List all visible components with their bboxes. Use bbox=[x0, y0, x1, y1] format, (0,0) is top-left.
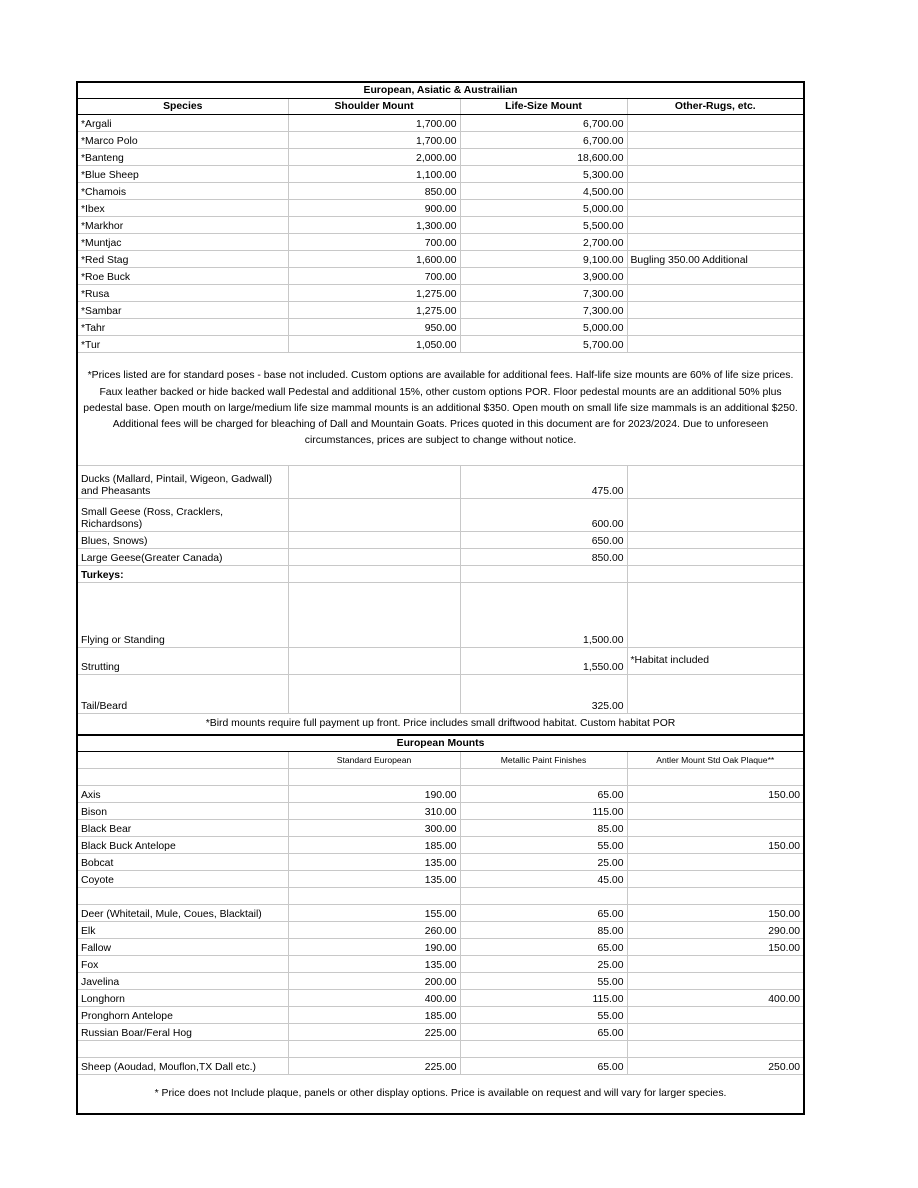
table-row bbox=[77, 285, 804, 302]
species-name: *Sambar bbox=[77, 302, 288, 319]
antler-mount-price bbox=[627, 803, 804, 820]
table-row bbox=[77, 200, 804, 217]
european-species-name: Axis bbox=[77, 786, 288, 803]
species-name: *Markhor bbox=[77, 217, 288, 234]
table-row bbox=[77, 837, 804, 854]
antler-mount-price bbox=[627, 973, 804, 990]
species-name: *Red Stag bbox=[77, 251, 288, 268]
table-row bbox=[77, 854, 804, 871]
table-row bbox=[77, 549, 804, 566]
price-table bbox=[76, 81, 805, 1115]
metallic-paint-price bbox=[460, 888, 627, 905]
table-row bbox=[77, 115, 804, 132]
table-row bbox=[77, 183, 804, 200]
life-size-mount-price: 5,700.00 bbox=[460, 336, 627, 353]
standard-european-price: 200.00 bbox=[288, 973, 460, 990]
other-note bbox=[627, 234, 804, 251]
life-size-mount-price: 4,500.00 bbox=[460, 183, 627, 200]
life-size-mount-price: 7,300.00 bbox=[460, 285, 627, 302]
life-size-mount-price: 2,700.00 bbox=[460, 234, 627, 251]
col-header-metallic-paint: Metallic Paint Finishes bbox=[460, 752, 627, 769]
table-row bbox=[77, 166, 804, 183]
pricing-note: *Prices listed are for standard poses - base not included. Custom options are available for additional fees. Half-life size mounts are 60% of life size prices. Faux leather backed or hide backed wall Pedestal and additional 15%, other custom options POR. Floor pedestal mounts are an additional 50% plus pedestal base. Open mouth on large/medium life size mammal mounts is an additional $350. Open mouth on small life size mammals is an additional $250. Additional fees will be charged for bleaching of Dall and Mountain Goats. Prices quoted in this document are for 2023/2024. Due to unforeseen circumstances, prices are subject to change without notice. bbox=[77, 353, 804, 466]
table-row bbox=[77, 1058, 804, 1075]
price-sheet bbox=[76, 81, 803, 1115]
european-species-name: Bobcat bbox=[77, 854, 288, 871]
metallic-paint-price: 85.00 bbox=[460, 922, 627, 939]
species-name: *Tahr bbox=[77, 319, 288, 336]
col-header-species: Species bbox=[77, 99, 288, 115]
european-column-header-row bbox=[77, 752, 804, 769]
table-row bbox=[77, 769, 804, 786]
antler-mount-price: 150.00 bbox=[627, 939, 804, 956]
bird-name: Small Geese (Ross, Cracklers, Richardsons) bbox=[77, 499, 288, 532]
species-name: *Blue Sheep bbox=[77, 166, 288, 183]
european-species-name: Coyote bbox=[77, 871, 288, 888]
antler-mount-price bbox=[627, 820, 804, 837]
other-note bbox=[627, 319, 804, 336]
table-row bbox=[77, 583, 804, 648]
european-species-name: Longhorn bbox=[77, 990, 288, 1007]
european-species-name: Bison bbox=[77, 803, 288, 820]
antler-mount-price bbox=[627, 854, 804, 871]
species-name: *Tur bbox=[77, 336, 288, 353]
species-name: *Chamois bbox=[77, 183, 288, 200]
table-row bbox=[77, 939, 804, 956]
table-row bbox=[77, 217, 804, 234]
life-size-mount-price: 6,700.00 bbox=[460, 115, 627, 132]
life-size-mount-price: 5,300.00 bbox=[460, 166, 627, 183]
shoulder-mount-price: 950.00 bbox=[288, 319, 460, 336]
european-species-name: Elk bbox=[77, 922, 288, 939]
standard-european-price: 135.00 bbox=[288, 854, 460, 871]
bird-name: Blues, Snows) bbox=[77, 532, 288, 549]
european-species-name: Javelina bbox=[77, 973, 288, 990]
bird-price: 850.00 bbox=[460, 549, 627, 566]
antler-mount-price: 150.00 bbox=[627, 837, 804, 854]
table-row bbox=[77, 888, 804, 905]
shoulder-mount-price: 1,275.00 bbox=[288, 285, 460, 302]
table-row bbox=[77, 648, 804, 675]
metallic-paint-price: 45.00 bbox=[460, 871, 627, 888]
other-note bbox=[627, 149, 804, 166]
shoulder-mount-price: 850.00 bbox=[288, 183, 460, 200]
species-name: *Muntjac bbox=[77, 234, 288, 251]
metallic-paint-price: 25.00 bbox=[460, 956, 627, 973]
standard-european-price: 225.00 bbox=[288, 1024, 460, 1041]
european-species-name: Black Bear bbox=[77, 820, 288, 837]
standard-european-price: 155.00 bbox=[288, 905, 460, 922]
european-species-name: Deer (Whitetail, Mule, Coues, Blacktail) bbox=[77, 905, 288, 922]
turkey-price: 1,550.00 bbox=[460, 648, 627, 675]
table-row bbox=[77, 251, 804, 268]
antler-mount-price: 150.00 bbox=[627, 786, 804, 803]
metallic-paint-price: 55.00 bbox=[460, 973, 627, 990]
metallic-paint-price: 65.00 bbox=[460, 1024, 627, 1041]
section-title-european-asiatic: European, Asiatic & Austrailian bbox=[77, 82, 804, 99]
standard-european-price: 400.00 bbox=[288, 990, 460, 1007]
table-row bbox=[77, 319, 804, 336]
standard-european-price bbox=[288, 888, 460, 905]
turkey-other bbox=[627, 583, 804, 648]
antler-mount-price bbox=[627, 1041, 804, 1058]
life-size-mount-price: 5,000.00 bbox=[460, 319, 627, 336]
turkeys-label-row bbox=[77, 566, 804, 583]
table-row bbox=[77, 302, 804, 319]
metallic-paint-price bbox=[460, 1041, 627, 1058]
other-note bbox=[627, 268, 804, 285]
turkey-other bbox=[627, 675, 804, 714]
standard-european-price: 310.00 bbox=[288, 803, 460, 820]
life-size-mount-price: 9,100.00 bbox=[460, 251, 627, 268]
column-header-row bbox=[77, 99, 804, 115]
species-name: *Roe Buck bbox=[77, 268, 288, 285]
other-note bbox=[627, 166, 804, 183]
metallic-paint-price bbox=[460, 769, 627, 786]
metallic-paint-price: 115.00 bbox=[460, 990, 627, 1007]
col-header-standard-european: Standard European bbox=[288, 752, 460, 769]
antler-mount-price bbox=[627, 871, 804, 888]
other-note bbox=[627, 336, 804, 353]
life-size-mount-price: 5,500.00 bbox=[460, 217, 627, 234]
life-size-mount-price: 5,000.00 bbox=[460, 200, 627, 217]
european-species-name: Pronghorn Antelope bbox=[77, 1007, 288, 1024]
european-species-name: Russian Boar/Feral Hog bbox=[77, 1024, 288, 1041]
other-note bbox=[627, 302, 804, 319]
bird-name: Ducks (Mallard, Pintail, Wigeon, Gadwall) and Pheasants bbox=[77, 466, 288, 499]
antler-mount-price bbox=[627, 1024, 804, 1041]
standard-european-price bbox=[288, 1041, 460, 1058]
life-size-mount-price: 7,300.00 bbox=[460, 302, 627, 319]
section-title-european-mounts: European Mounts bbox=[77, 735, 804, 752]
shoulder-mount-price: 1,275.00 bbox=[288, 302, 460, 319]
european-species-name bbox=[77, 888, 288, 905]
european-note-row bbox=[77, 1075, 804, 1115]
european-species-name bbox=[77, 1041, 288, 1058]
antler-mount-price: 250.00 bbox=[627, 1058, 804, 1075]
table-row bbox=[77, 1024, 804, 1041]
metallic-paint-price: 55.00 bbox=[460, 1007, 627, 1024]
metallic-paint-price: 65.00 bbox=[460, 905, 627, 922]
table-row bbox=[77, 990, 804, 1007]
table-row bbox=[77, 905, 804, 922]
turkey-name: Strutting bbox=[77, 648, 288, 675]
species-name: *Banteng bbox=[77, 149, 288, 166]
col-header-life-size-mount: Life-Size Mount bbox=[460, 99, 627, 115]
standard-european-price: 185.00 bbox=[288, 1007, 460, 1024]
table-row bbox=[77, 871, 804, 888]
shoulder-mount-price: 700.00 bbox=[288, 268, 460, 285]
shoulder-mount-price: 900.00 bbox=[288, 200, 460, 217]
col-header-antler-mount: Antler Mount Std Oak Plaque** bbox=[627, 752, 804, 769]
bird-note-row bbox=[77, 714, 804, 736]
shoulder-mount-price: 1,700.00 bbox=[288, 115, 460, 132]
species-name: *Marco Polo bbox=[77, 132, 288, 149]
antler-mount-price: 400.00 bbox=[627, 990, 804, 1007]
standard-european-price: 185.00 bbox=[288, 837, 460, 854]
table-row bbox=[77, 956, 804, 973]
col-header-other: Other-Rugs, etc. bbox=[627, 99, 804, 115]
life-size-mount-price: 6,700.00 bbox=[460, 132, 627, 149]
shoulder-mount-price: 1,600.00 bbox=[288, 251, 460, 268]
other-note bbox=[627, 183, 804, 200]
turkey-other: *Habitat included bbox=[627, 648, 804, 675]
shoulder-mount-price: 1,700.00 bbox=[288, 132, 460, 149]
table-row bbox=[77, 336, 804, 353]
life-size-mount-price: 18,600.00 bbox=[460, 149, 627, 166]
table-row bbox=[77, 532, 804, 549]
standard-european-price bbox=[288, 769, 460, 786]
standard-european-price: 260.00 bbox=[288, 922, 460, 939]
european-species-name bbox=[77, 769, 288, 786]
other-note bbox=[627, 217, 804, 234]
metallic-paint-price: 65.00 bbox=[460, 1058, 627, 1075]
table-row bbox=[77, 1007, 804, 1024]
antler-mount-price: 290.00 bbox=[627, 922, 804, 939]
antler-mount-price bbox=[627, 769, 804, 786]
metallic-paint-price: 25.00 bbox=[460, 854, 627, 871]
bird-other bbox=[627, 499, 804, 532]
bird-price: 475.00 bbox=[460, 466, 627, 499]
other-note bbox=[627, 200, 804, 217]
turkey-name: Tail/Beard bbox=[77, 675, 288, 714]
antler-mount-price bbox=[627, 1007, 804, 1024]
metallic-paint-price: 55.00 bbox=[460, 837, 627, 854]
bird-other bbox=[627, 549, 804, 566]
price-table-body bbox=[77, 82, 804, 1114]
european-species-name: Sheep (Aoudad, Mouflon,TX Dall etc.) bbox=[77, 1058, 288, 1075]
shoulder-mount-price: 2,000.00 bbox=[288, 149, 460, 166]
col-header-blank bbox=[77, 752, 288, 769]
antler-mount-price: 150.00 bbox=[627, 905, 804, 922]
table-row bbox=[77, 268, 804, 285]
shoulder-mount-price: 1,100.00 bbox=[288, 166, 460, 183]
other-note bbox=[627, 115, 804, 132]
bird-other bbox=[627, 466, 804, 499]
shoulder-mount-price: 1,050.00 bbox=[288, 336, 460, 353]
antler-mount-price bbox=[627, 888, 804, 905]
table-row bbox=[77, 973, 804, 990]
pricing-note-row bbox=[77, 353, 804, 466]
european-species-name: Fallow bbox=[77, 939, 288, 956]
bird-name: Large Geese(Greater Canada) bbox=[77, 549, 288, 566]
standard-european-price: 135.00 bbox=[288, 956, 460, 973]
species-name: *Argali bbox=[77, 115, 288, 132]
other-note bbox=[627, 285, 804, 302]
turkeys-label: Turkeys: bbox=[77, 566, 288, 583]
table-row bbox=[77, 922, 804, 939]
european-mount-note: * Price does not Include plaque, panels or other display options. Price is available on request and will vary for larger species. bbox=[154, 1087, 727, 1099]
standard-european-price: 190.00 bbox=[288, 939, 460, 956]
table-row bbox=[77, 234, 804, 251]
table-row bbox=[77, 675, 804, 714]
antler-mount-price bbox=[627, 956, 804, 973]
table-row bbox=[77, 786, 804, 803]
bird-other bbox=[627, 532, 804, 549]
table-row bbox=[77, 132, 804, 149]
european-title-row bbox=[77, 735, 804, 752]
species-name: *Ibex bbox=[77, 200, 288, 217]
table-row bbox=[77, 499, 804, 532]
col-header-shoulder-mount: Shoulder Mount bbox=[288, 99, 460, 115]
standard-european-price: 135.00 bbox=[288, 871, 460, 888]
european-species-name: Black Buck Antelope bbox=[77, 837, 288, 854]
bird-price: 650.00 bbox=[460, 532, 627, 549]
metallic-paint-price: 115.00 bbox=[460, 803, 627, 820]
table-row bbox=[77, 149, 804, 166]
turkey-name: Flying or Standing bbox=[77, 583, 288, 648]
life-size-mount-price: 3,900.00 bbox=[460, 268, 627, 285]
metallic-paint-price: 65.00 bbox=[460, 786, 627, 803]
table-row bbox=[77, 820, 804, 837]
shoulder-mount-price: 700.00 bbox=[288, 234, 460, 251]
bird-mount-note: *Bird mounts require full payment up front. Price includes small driftwood habitat. Custom habitat POR bbox=[77, 714, 804, 736]
table-row bbox=[77, 1041, 804, 1058]
turkey-price: 325.00 bbox=[460, 675, 627, 714]
other-note: Bugling 350.00 Additional bbox=[627, 251, 804, 268]
other-note bbox=[627, 132, 804, 149]
section-title-row bbox=[77, 82, 804, 99]
metallic-paint-price: 65.00 bbox=[460, 939, 627, 956]
shoulder-mount-price: 1,300.00 bbox=[288, 217, 460, 234]
standard-european-price: 225.00 bbox=[288, 1058, 460, 1075]
european-species-name: Fox bbox=[77, 956, 288, 973]
standard-european-price: 190.00 bbox=[288, 786, 460, 803]
table-row bbox=[77, 466, 804, 499]
standard-european-price: 300.00 bbox=[288, 820, 460, 837]
metallic-paint-price: 85.00 bbox=[460, 820, 627, 837]
turkey-price: 1,500.00 bbox=[460, 583, 627, 648]
bird-price: 600.00 bbox=[460, 499, 627, 532]
species-name: *Rusa bbox=[77, 285, 288, 302]
table-row bbox=[77, 803, 804, 820]
